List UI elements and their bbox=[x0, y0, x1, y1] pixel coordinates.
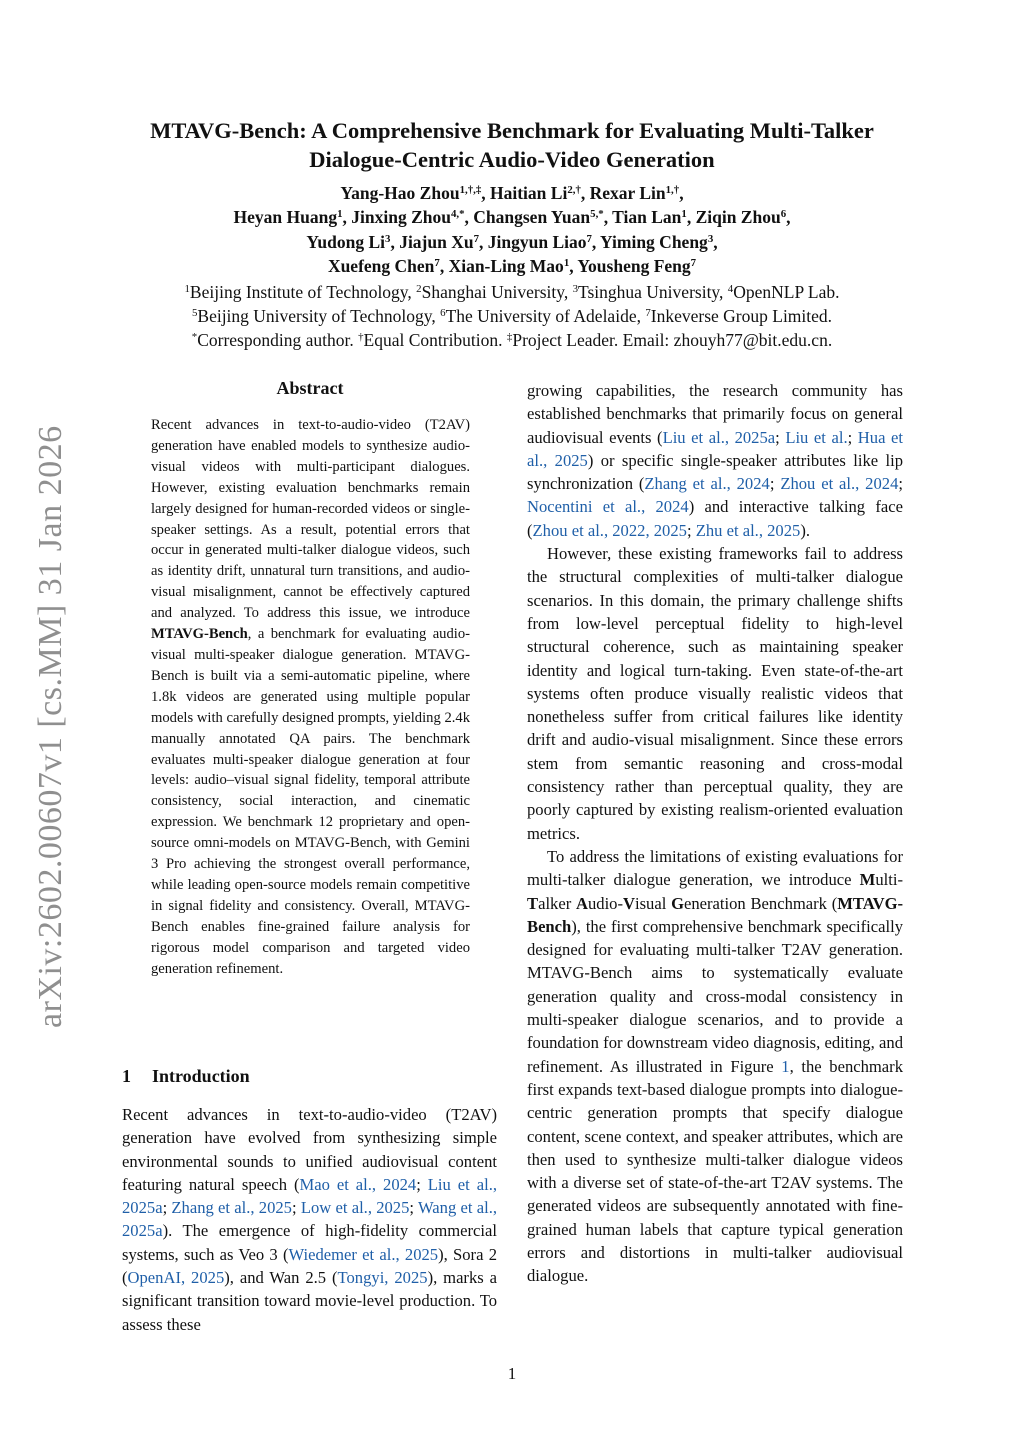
intro-paragraph-3 bbox=[527, 845, 903, 1288]
author-name: Changsen Yuan bbox=[473, 207, 591, 228]
author-sup: 7 bbox=[473, 232, 480, 245]
note-mark: † bbox=[358, 331, 364, 344]
affiliation: The University of Adelaide bbox=[445, 306, 637, 326]
author-list bbox=[100, 181, 924, 278]
citation-link[interactable]: Zhou et al., 2024 bbox=[780, 474, 899, 494]
author-name: Haitian Li bbox=[490, 183, 568, 203]
text: ) and interactive talking face ( bbox=[527, 497, 903, 540]
affiliation: OpenNLP Lab bbox=[733, 282, 836, 302]
author-name: Jinxing Zhou bbox=[351, 207, 451, 228]
text: udio- bbox=[587, 893, 623, 913]
acronym-letter: T bbox=[527, 893, 539, 913]
author-sup: 7 bbox=[690, 256, 697, 269]
citation-link[interactable]: Wang et al., 2025a bbox=[122, 1198, 497, 1241]
author-sup: 1,† bbox=[665, 184, 680, 197]
intro-paragraph-2: However, these existing frameworks fail to address the structural complexities of multi-talker dialogue scenarios. In this domain, the primary challenge shifts from low-level perceptual fidelity to high-level structural coherence, such as maintaining speaker identity and logical turn-taking. Even state-of-the-art systems often produce visually realistic videos that nonetheless suffer from critical failures like identity drift and audio-visual misalignment. Since these errors stem from semantic reasoning and cross-modal consistency rather than perceptual quality, they are poorly captured by existing realism-oriented evaluation metrics. bbox=[527, 544, 903, 843]
affil-sup: 4 bbox=[727, 283, 734, 296]
citation-link[interactable]: Zhu et al., 2025 bbox=[695, 520, 801, 540]
text: ), Sora 2 ( bbox=[122, 1244, 497, 1288]
affiliation-notes bbox=[100, 328, 924, 352]
affiliation: Inkeverse Group Limited bbox=[650, 306, 828, 326]
text: Benchmark ( bbox=[750, 893, 838, 913]
intro-paragraph-1 bbox=[122, 1103, 497, 1336]
figure-link[interactable]: 1 bbox=[781, 1056, 790, 1076]
text: isual bbox=[634, 893, 672, 913]
author-sup: 7 bbox=[434, 256, 440, 269]
author-name: Tian Lan bbox=[612, 207, 682, 228]
text: ). The emergence of high-fidelity commercial systems, such as Veo 3 ( bbox=[122, 1221, 497, 1264]
text: ; bbox=[898, 474, 903, 494]
acronym-letter: V bbox=[623, 893, 635, 913]
note-mark: ‡ bbox=[506, 331, 513, 344]
citation-link[interactable]: Liu et al., 2025a bbox=[662, 427, 776, 447]
author-name: Rexar Lin bbox=[589, 183, 666, 203]
author-name: Xian-Ling Mao bbox=[448, 255, 564, 276]
corresponding-note: Corresponding author. bbox=[197, 330, 354, 350]
abstract-part: Recent advances in text-to-audio-video (T2AV) generation have enabled models to synthesize audio-visual videos with multi-participant dialogues. However, existing evaluation benchmarks remain largely designed for human-recorded videos or single-speaker settings. As a result, potential errors that occur in generated multi-talker dialogue videos, such as identity drift, unnatural turn transitions, and audio-visual misalignment, cannot be effectively captured and analyzed. To address this issue, we introduce bbox=[151, 417, 470, 622]
author-sup: 6 bbox=[780, 208, 787, 221]
affil-sup: 7 bbox=[645, 307, 651, 320]
citation-link[interactable]: Zhang et al., 2024 bbox=[644, 474, 770, 494]
section-title: Introduction bbox=[152, 1066, 250, 1086]
title-line-2: Dialogue-Centric Audio-Video Generation bbox=[309, 147, 715, 172]
author-name: Ziqin Zhou bbox=[695, 207, 781, 228]
benchmark-name: MTAVG-Bench bbox=[151, 626, 248, 643]
text: Recent advances in text-to-audio-video (T2AV) generation have evolved from synthesizing simple environmental sounds to unified audiovisual content featuring natural speech ( bbox=[122, 1105, 497, 1194]
text: ), and Wan 2.5 ( bbox=[224, 1268, 338, 1288]
citation-link[interactable]: Nocentini et al., 2024 bbox=[527, 497, 689, 517]
author-sup: 2,† bbox=[567, 184, 581, 197]
citation-link[interactable]: Wiedemer et al., 2025 bbox=[288, 1244, 439, 1264]
intro-paragraph-1-continued bbox=[527, 379, 903, 542]
author-sup: 4,* bbox=[450, 208, 465, 221]
affiliation: Tsinghua University bbox=[578, 282, 720, 302]
author-sup: 1 bbox=[563, 256, 570, 269]
citation-link[interactable]: Tongyi, 2025 bbox=[337, 1268, 428, 1288]
author-name: Jiajun Xu bbox=[399, 231, 474, 252]
text: To address the limitations of existing evaluations for multi-talker dialogue generation, we introduce bbox=[527, 846, 903, 890]
citation-link[interactable]: OpenAI, 2025 bbox=[127, 1268, 225, 1288]
author-sup: 1,†,‡ bbox=[459, 184, 482, 197]
text: ; bbox=[416, 1174, 428, 1194]
affil-sup: 5 bbox=[191, 307, 198, 320]
affiliation: Beijing Institute of Technology bbox=[189, 282, 408, 302]
affiliation-line-2: $^5$Beijing University of Technology, $^6$The University of Adelaide, $^7$Inkeverse Group Limited. bbox=[191, 306, 833, 326]
author-sup: 5,* bbox=[590, 208, 604, 221]
acronym-letter: A bbox=[575, 893, 588, 913]
author-sup: 3 bbox=[707, 232, 714, 245]
acronym-letter: M bbox=[859, 870, 876, 890]
note-mark: * bbox=[191, 331, 198, 344]
affil-sup: 6 bbox=[440, 307, 446, 320]
title-line-1: MTAVG-Bench: A Comprehensive Benchmark for Evaluating Multi-Talker bbox=[150, 118, 874, 143]
affiliation: Beijing University of Technology bbox=[197, 306, 432, 326]
affiliations bbox=[100, 280, 924, 352]
text: ). bbox=[800, 520, 811, 540]
acronym-letter: G bbox=[671, 893, 684, 913]
author-sup: 1 bbox=[337, 208, 343, 221]
text: ), the first comprehensive benchmark specifically designed for evaluating multi-talker T2AV generation. MTAVG-Bench aims to systematically evaluate generation quality and cross-modal consistency in multi-speaker dialogue scenarios, and to provide a foundation for downstream video diagnosis, editing, and refinement. As illustrated in Figure bbox=[527, 916, 903, 1076]
author-sup: 1 bbox=[681, 208, 687, 221]
author-name: Xuefeng Chen bbox=[327, 255, 435, 276]
author-name: Yiming Cheng bbox=[600, 231, 708, 252]
author-name: Jingyun Liao bbox=[487, 231, 587, 252]
arxiv-stamp: arXiv:2602.00607v1 [cs.MM] 31 Jan 2026 bbox=[32, 425, 69, 1028]
project-leader-note: Project Leader. Email: zhouyh77@bit.edu.cn. bbox=[512, 330, 833, 350]
affil-sup: 3 bbox=[572, 283, 579, 296]
author-sup: 3 bbox=[385, 232, 391, 245]
text: eneration bbox=[684, 893, 751, 913]
abstract-heading: Abstract bbox=[276, 378, 344, 398]
paper-title bbox=[100, 116, 924, 174]
author-sup: 7 bbox=[586, 232, 592, 245]
affil-sup: 2 bbox=[416, 283, 422, 296]
text: , the benchmark first expands text-based dialogue prompts into dialogue-centric generation prompts that specify dialogue content, scene context, and speaker attributes, which are then used to synthesize multi-talker dialogue videos with a diverse set of state-of-the-art T2AV systems. The generated videos are subsequently annotated with fine-grained human labels that capture typical generation errors and distortions in multi-talker audiovisual dialogue. bbox=[527, 1056, 903, 1286]
text: ; bbox=[162, 1198, 172, 1218]
citation-link[interactable]: Hua et al., 2025 bbox=[527, 427, 903, 470]
text: ; bbox=[409, 1198, 418, 1218]
affiliation: Shanghai University bbox=[421, 282, 564, 302]
text: ; bbox=[686, 520, 696, 540]
citation-link[interactable]: Low et al., 2025 bbox=[300, 1198, 410, 1218]
equal-contribution-note: Equal Contribution. bbox=[363, 330, 503, 350]
citation-link[interactable]: Liu et al. bbox=[785, 427, 848, 447]
benchmark-name: MTAVG-Bench bbox=[527, 893, 904, 936]
text: alker bbox=[538, 893, 576, 913]
author-line-3: Yudong Li$^3$, Jiajun Xu$^7$, Jingyun Liao$^7$, Yiming Cheng$^3$, bbox=[306, 231, 718, 252]
author-name: Heyan Huang bbox=[233, 207, 338, 228]
text: ulti- bbox=[875, 870, 903, 890]
abstract-part: , a benchmark for evaluating audio-visual multi-speaker dialogue generation. MTAVG-Bench is built via a semi-automatic pipeline, where 1.8k videos are generated using multiple popular models with carefully designed prompts, yielding 2.4k manually annotated QA pairs. The benchmark evaluates multi-speaker dialogue generation at four levels: audio–visual signal fidelity, temporal attribute consistency, social interaction, and cinematic expression. We benchmark 12 proprietary and open-source omni-models on MTAVG-Bench, with Gemini 3 Pro achieving the strongest overall performance, while leading open-source models remain competitive in signal fidelity and consistency. Overall, MTAVG-Bench enables fine-grained failure analysis for rigorous model comparison and targeted video generation refinement. bbox=[151, 626, 470, 977]
text: ; bbox=[775, 427, 786, 447]
text: ; bbox=[847, 427, 858, 447]
section-heading bbox=[122, 1066, 250, 1087]
abstract-text bbox=[151, 415, 470, 979]
page-number: 1 bbox=[507, 1364, 517, 1383]
text: ) or specific single-speaker attributes like lip synchronization ( bbox=[527, 450, 904, 494]
citation-link[interactable]: Zhou et al., 2022, 2025 bbox=[532, 520, 687, 540]
text: ; bbox=[291, 1198, 301, 1218]
author-name: Yudong Li bbox=[306, 231, 386, 252]
author-line-2: Heyan Huang$^1$, Jinxing Zhou$^{4,*}$, Changsen Yuan$^{5,*}$, Tian Lan$^1$, Ziqin Zhou$^6$, bbox=[233, 207, 791, 228]
author-name: Yousheng Feng bbox=[577, 255, 691, 276]
text: ; bbox=[769, 474, 781, 494]
citation-link[interactable]: Liu et al., 2025a bbox=[122, 1174, 497, 1218]
section-number: 1 bbox=[122, 1066, 131, 1086]
affiliation-line-1: $^1$Beijing Institute of Technology, $^2$Shanghai University, $^3$Tsinghua University, $^4$OpenNLP Lab. bbox=[184, 282, 840, 302]
citation-link[interactable]: Mao et al., 2024 bbox=[299, 1174, 417, 1194]
right-column bbox=[527, 379, 903, 1288]
text: ), marks a significant transition toward movie-level production. To assess these bbox=[122, 1268, 497, 1334]
author-line-4: Xuefeng Chen$^7$, Xian-Ling Mao$^1$, Yousheng Feng$^7$ bbox=[327, 255, 697, 276]
text: growing capabilities, the research community has established benchmarks that primarily focus on general audiovisual events ( bbox=[527, 381, 903, 447]
author-name: Yang-Hao Zhou bbox=[340, 183, 460, 203]
author-line-1: Yang-Hao Zhou$^{1,\dagger,\ddagger}$, Haitian $Li^{2,\dagger}$, Rexar Lin$^{1,\dagger}$, bbox=[340, 183, 684, 203]
affil-sup: 1 bbox=[184, 283, 190, 296]
citation-link[interactable]: Zhang et al., 2025 bbox=[171, 1198, 292, 1218]
